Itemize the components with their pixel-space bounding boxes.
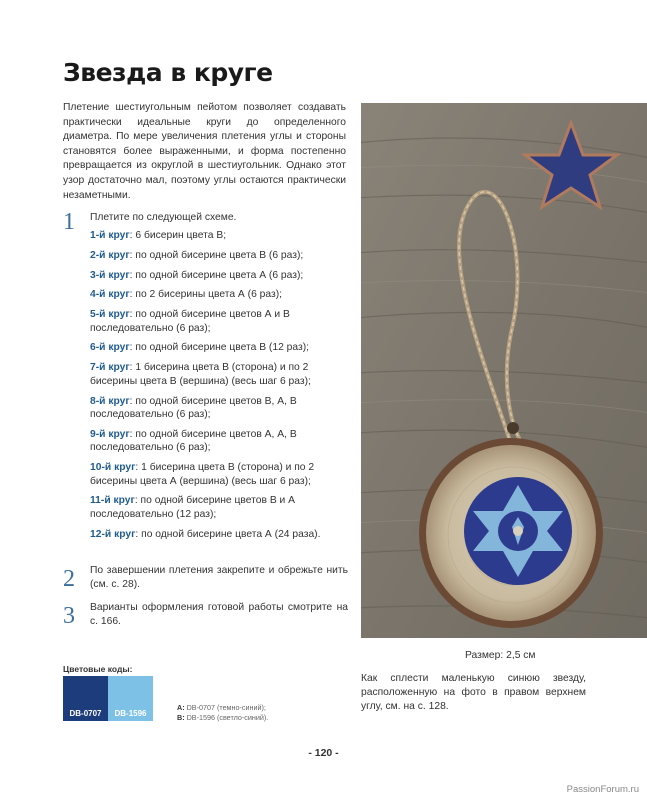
round-label: 4-й круг [90, 289, 130, 301]
list-item [90, 361, 348, 388]
ornament-photo [361, 103, 647, 638]
list-item [90, 249, 348, 263]
page-number: - 120 - [308, 747, 339, 759]
round-label: 6-й круг [90, 342, 130, 354]
round-label: 1-й круг [90, 230, 130, 241]
round-text: : по одной бисерине цветов А и В последовательно (6 раз); [90, 309, 290, 334]
page-title: Звезда в круге [63, 58, 273, 87]
step-2-text: По завершении плетения закрепите и обрежьте нить (см. с. 28). [90, 565, 348, 590]
color-codes-title: Цветовые коды: [63, 664, 133, 674]
round-label: 11-й круг [90, 495, 135, 507]
list-item [90, 461, 348, 488]
round-text: : по 2 бисерины цвета А (6 раз); [129, 289, 283, 301]
round-text: : по одной бисерине цвета В (6 раз); [129, 249, 304, 261]
list-item [90, 528, 348, 542]
legend-key: A: [177, 703, 185, 712]
step-number-1: 1 [63, 209, 75, 235]
legend-text: DB-1596 (светло-синий). [186, 712, 269, 722]
list-item [90, 269, 348, 283]
round-text: : по одной бисерине цветов В и А последовательно (12 раз); [90, 495, 296, 520]
round-label: 2-й круг [90, 249, 130, 261]
beaded-medallion-icon [464, 477, 572, 585]
round-label: 9-й круг [90, 428, 130, 440]
legend-key: B: [177, 712, 185, 722]
round-text: : по одной бисерине цвета А (6 раз); [129, 269, 304, 281]
cross-reference-note: Как сплести маленькую синюю звезду, расположенную на фото в правом верхнем углу, см. на с. 128. [361, 673, 586, 712]
size-caption: Размер: 2,5 см [465, 650, 536, 661]
rounds-list [90, 229, 348, 548]
list-item [90, 341, 348, 355]
step-1-text: Плетите по следующей схеме. [90, 212, 237, 223]
round-text: : по одной бисерине цвета А (24 раза). [135, 528, 321, 540]
round-text: : по одной бисерине цвета В (12 раз); [129, 342, 310, 354]
legend-row [177, 713, 268, 723]
round-label: 5-й круг [90, 309, 130, 321]
round-label: 10-й круг [90, 462, 136, 474]
swatch-code: DB-1596 [114, 709, 147, 718]
round-text: : по одной бисерине цветов А, А, В последовательно (6 раз); [90, 428, 297, 454]
round-label: 8-й круг [90, 395, 130, 407]
color-swatch-a [63, 676, 108, 721]
color-legend [177, 703, 268, 722]
legend-text: DB-0707 (темно-синий); [186, 703, 266, 712]
list-item [90, 395, 348, 422]
color-swatch-b [108, 676, 153, 721]
step-number-2: 2 [63, 566, 75, 592]
list-item [90, 288, 348, 302]
round-label: 12-й круг [90, 528, 136, 540]
list-item [90, 428, 348, 455]
round-label: 7-й круг [90, 362, 130, 374]
legend-row [177, 703, 268, 713]
list-item [90, 494, 348, 521]
intro-paragraph: Плетение шестиугольным пейотом позволяет создавать практически идеальные круги до определенного диаметра. По мере увеличения плетения углы и стороны становятся более выраженными, и форма постепенно превращается из округлой в шестиугольник. Однако этот узор достаточно мал, поэтому углы остаются практически незаметными. [63, 102, 346, 201]
round-text: : по одной бисерине цветов В, А, В последовательно (6 раз); [90, 395, 297, 421]
list-item [90, 308, 348, 335]
step-3-text: Варианты оформления готовой работы смотрите на с. 166. [90, 602, 348, 627]
watermark: PassionForum.ru [566, 784, 639, 795]
round-label: 3-й круг [90, 269, 130, 281]
round-text: : 1 бисерина цвета В (сторона) и по 2 бисерины цвета А (вершина) (весь шаг 6 раз); [90, 462, 315, 487]
swatch-code: DB-0707 [69, 709, 102, 718]
list-item [90, 229, 348, 243]
step-number-3: 3 [63, 603, 75, 629]
round-text: : 1 бисерина цвета В (сторона) и по 2 бисерины цвета В (вершина) (весь шаг 6 раз); [90, 362, 311, 387]
round-text: : 6 бисерин цвета В; [129, 230, 227, 241]
